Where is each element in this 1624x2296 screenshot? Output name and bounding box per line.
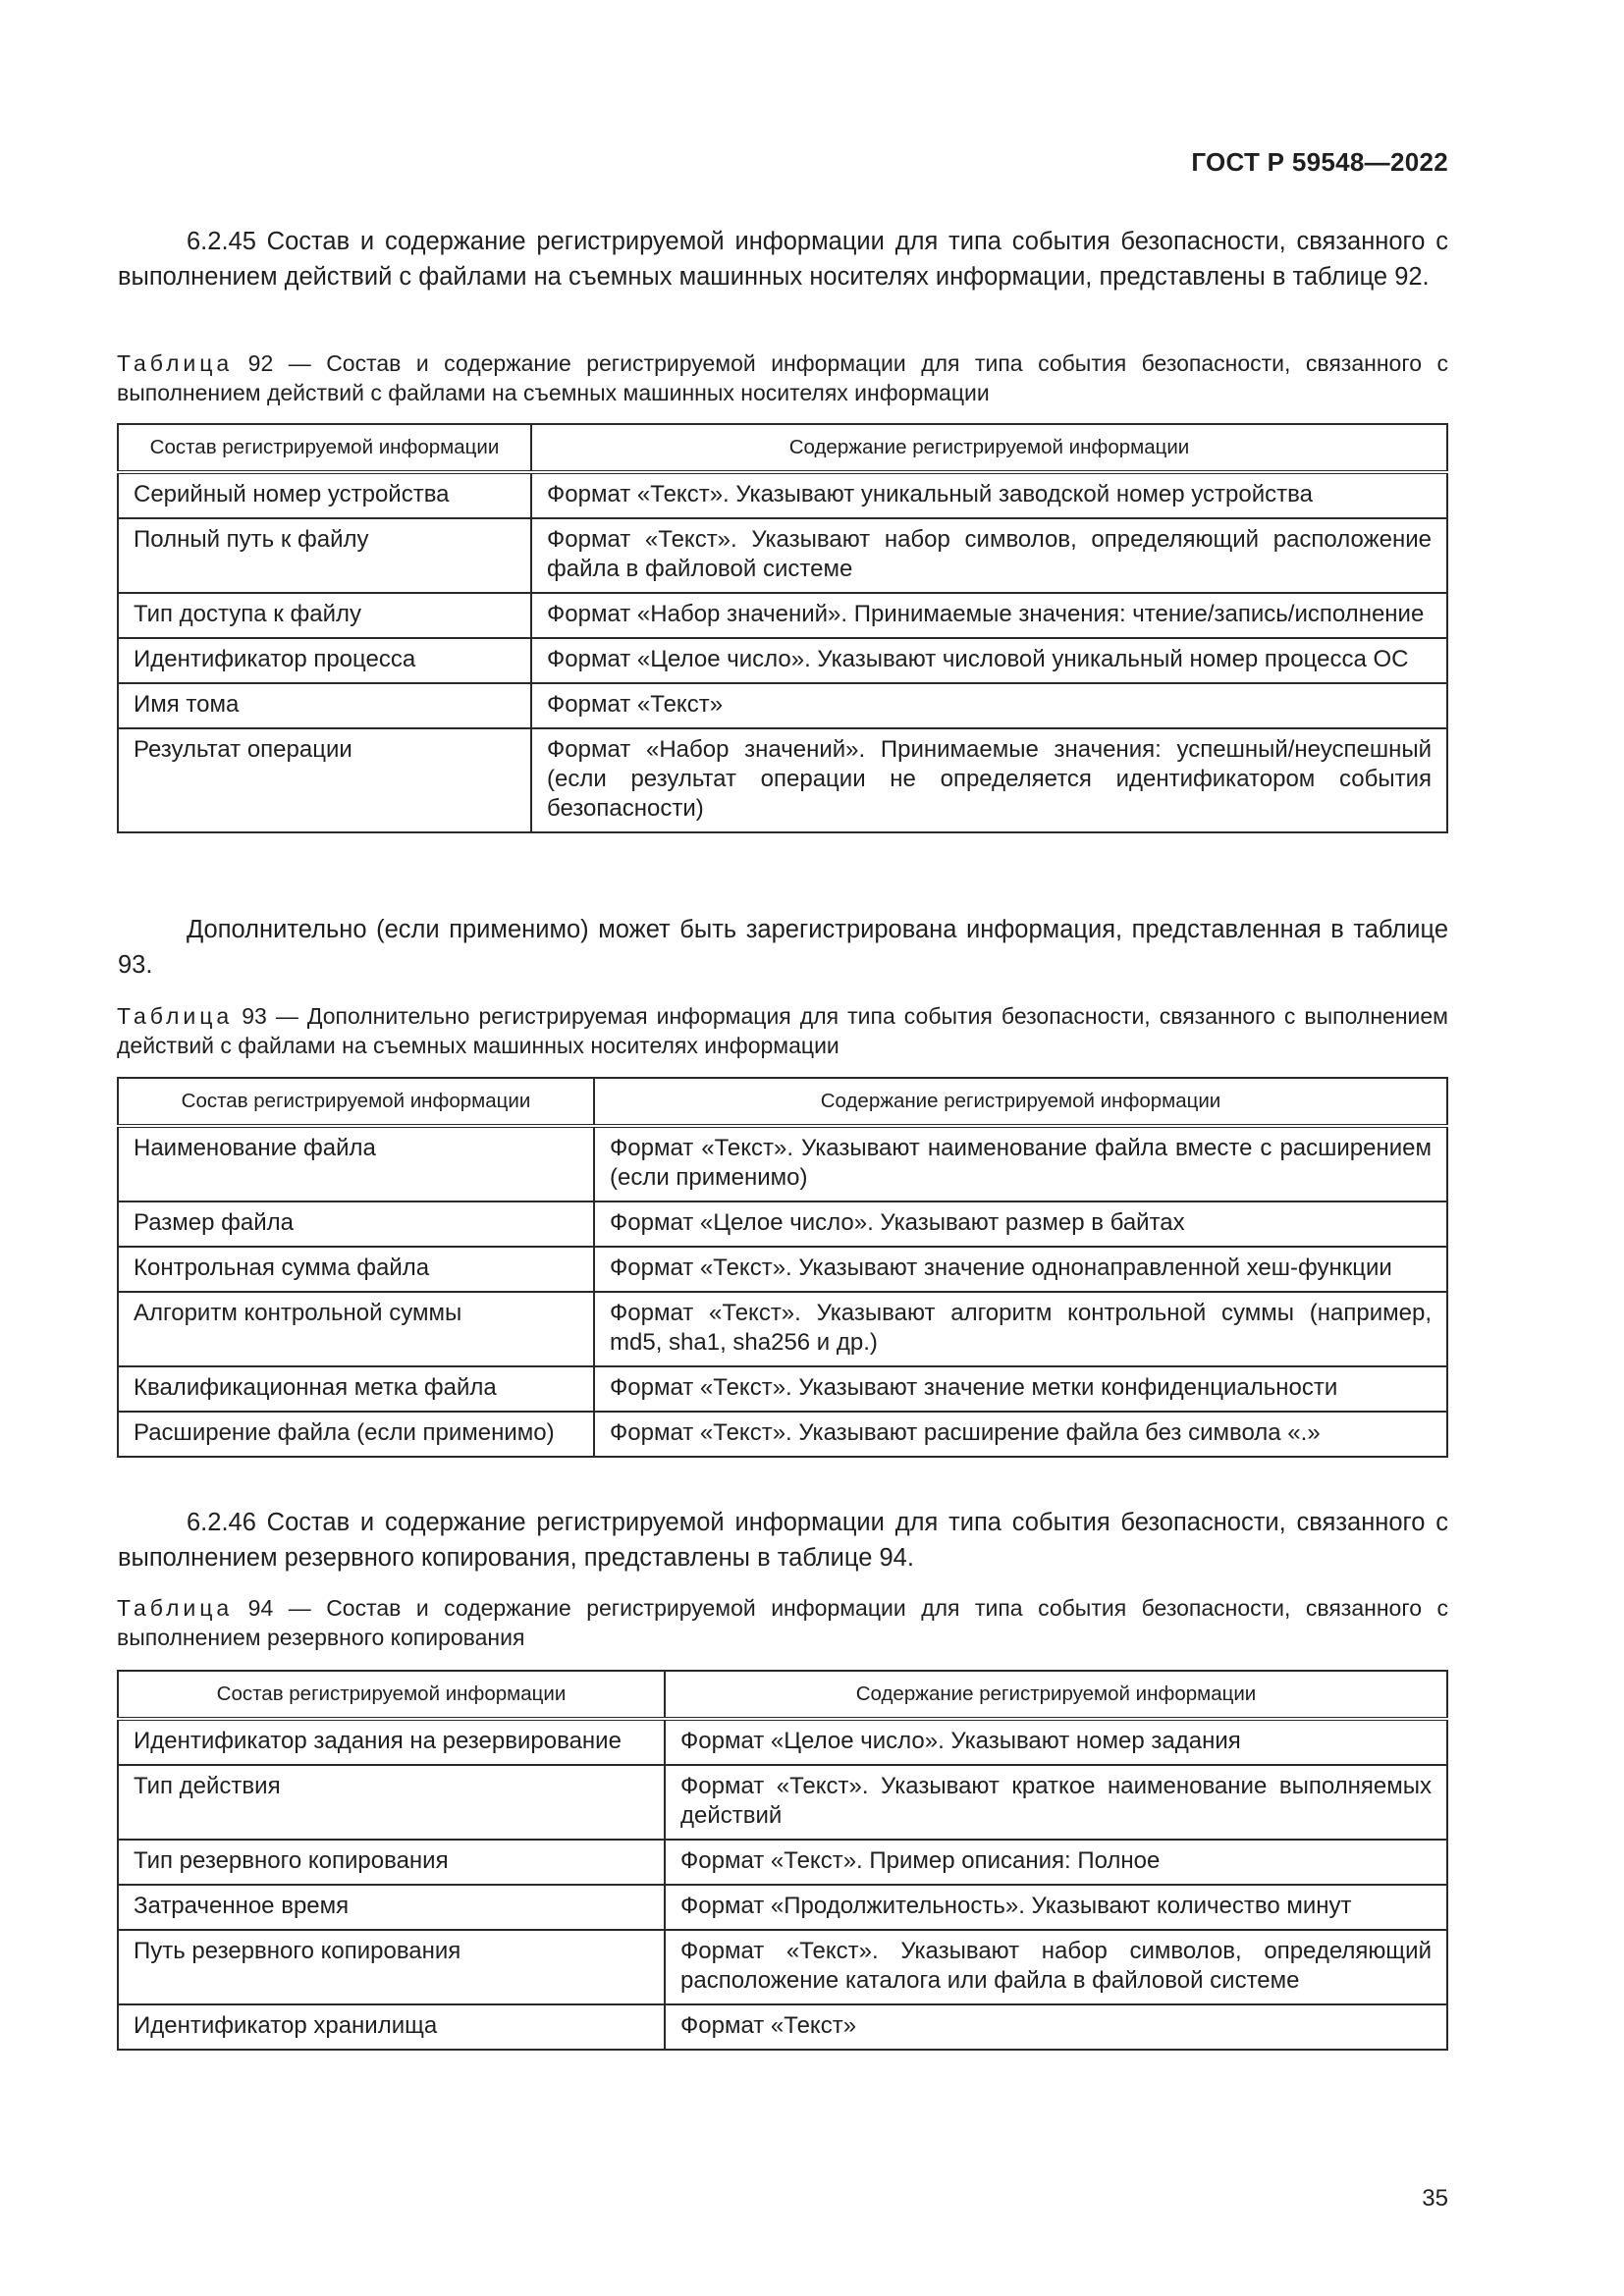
table-row (118, 1201, 1447, 1247)
column-header-content: Содержание регистрируемой информации (594, 1078, 1447, 1126)
document-standard-id: ГОСТ Р 59548—2022 (1191, 147, 1448, 177)
table-93-caption (117, 1001, 1448, 1060)
row-description: Формат «Текст». Указывают набор символов, определяющий расположение файла в файловой системе (531, 518, 1447, 593)
page-number: 35 (1422, 2185, 1448, 2212)
row-description: Формат «Набор значений». Принимаемые значения: успешный/неуспешный (если результат операции не определяется идентификатором события безопасности) (531, 728, 1447, 832)
row-label: Тип резервного копирования (118, 1840, 665, 1885)
table-92 (117, 423, 1448, 833)
table-94 (117, 1670, 1448, 2051)
table-row (118, 1930, 1447, 2004)
row-label: Тип доступа к файлу (118, 593, 531, 638)
table-94-caption (117, 1593, 1448, 1652)
row-description: Формат «Целое число». Указывают числовой уникальный номер процесса ОС (531, 638, 1447, 683)
row-description: Формат «Текст» (665, 2004, 1447, 2050)
row-label: Квалификационная метка файла (118, 1366, 594, 1412)
row-label: Полный путь к файлу (118, 518, 531, 593)
row-description: Формат «Целое число». Указывают номер задания (665, 1719, 1447, 1765)
table-caption-text: 94 — Состав и содержание регистрируемой информации для типа события безопасности, связанного с выполнением резервного копирования (117, 1595, 1448, 1650)
row-description: Формат «Текст». Пример описания: Полное (665, 1840, 1447, 1885)
row-description: Формат «Текст». Указывают значение однонаправленной хеш-функции (594, 1247, 1447, 1292)
row-label: Контрольная сумма файла (118, 1247, 594, 1292)
row-label: Серийный номер устройства (118, 472, 531, 518)
table-row (118, 1126, 1447, 1201)
table-header-row (118, 424, 1447, 472)
table-row (118, 1765, 1447, 1840)
table-row (118, 1719, 1447, 1765)
table-row (118, 683, 1447, 728)
table-row (118, 1840, 1447, 1885)
table-row (118, 1247, 1447, 1292)
row-description: Формат «Текст». Указывают расширение файла без символа «.» (594, 1412, 1447, 1457)
column-header-composition: Состав регистрируемой информации (118, 1671, 665, 1719)
table-92-caption (117, 348, 1448, 407)
row-label: Идентификатор процесса (118, 638, 531, 683)
row-label: Размер файла (118, 1201, 594, 1247)
table-row (118, 2004, 1447, 2050)
column-header-content: Содержание регистрируемой информации (531, 424, 1447, 472)
row-description: Формат «Текст». Указывают набор символов, определяющий расположение каталога или файла в файловой системе (665, 1930, 1447, 2004)
table-row (118, 638, 1447, 683)
table-row (118, 593, 1447, 638)
table-row (118, 518, 1447, 593)
row-label: Расширение файла (если применимо) (118, 1412, 594, 1457)
table-caption-text: 92 — Состав и содержание регистрируемой информации для типа события безопасности, связанного с выполнением действий с файлами на съемных машинных носителях информации (117, 350, 1448, 405)
row-label: Результат операции (118, 728, 531, 832)
table-header-row (118, 1078, 1447, 1126)
table-caption-word: Таблица (117, 350, 234, 376)
table-93 (117, 1077, 1448, 1458)
table-row (118, 1292, 1447, 1366)
table-header-row (118, 1671, 1447, 1719)
section-6-2-46-paragraph: 6.2.46 Состав и содержание регистрируемой информации для типа события безопасности, связанного с выполнением резервного копирования, представлены в таблице 94. (118, 1509, 1448, 1572)
table-row (118, 1885, 1447, 1930)
additional-info-paragraph: Дополнительно (если применимо) может быть зарегистрирована информация, представленная в таблице 93. (118, 916, 1448, 979)
table-row (118, 728, 1447, 832)
column-header-composition: Состав регистрируемой информации (118, 1078, 594, 1126)
row-description: Формат «Текст». Указывают алгоритм контрольной суммы (например, md5, sha1, sha256 и др.) (594, 1292, 1447, 1366)
row-label: Идентификатор хранилища (118, 2004, 665, 2050)
row-label: Затраченное время (118, 1885, 665, 1930)
section-6-2-45-paragraph: 6.2.45 Состав и содержание регистрируемой информации для типа события безопасности, связанного с выполнением действий с файлами на съемных машинных носителях информации, представлены в таблице 92. (118, 228, 1448, 291)
row-description: Формат «Целое число». Указывают размер в байтах (594, 1201, 1447, 1247)
row-description: Формат «Текст». Указывают уникальный заводской номер устройства (531, 472, 1447, 518)
table-row (118, 472, 1447, 518)
table-caption-word: Таблица (117, 1595, 234, 1621)
row-description: Формат «Текст» (531, 683, 1447, 728)
table-row (118, 1366, 1447, 1412)
row-description: Формат «Набор значений». Принимаемые значения: чтение/запись/исполнение (531, 593, 1447, 638)
column-header-composition: Состав регистрируемой информации (118, 424, 531, 472)
column-header-content: Содержание регистрируемой информации (665, 1671, 1447, 1719)
row-description: Формат «Текст». Указывают наименование файла вместе с расширением (если применимо) (594, 1126, 1447, 1201)
row-label: Имя тома (118, 683, 531, 728)
table-caption-word: Таблица (117, 1003, 234, 1029)
row-label: Тип действия (118, 1765, 665, 1840)
row-description: Формат «Текст». Указывают значение метки конфиденциальности (594, 1366, 1447, 1412)
row-label: Идентификатор задания на резервирование (118, 1719, 665, 1765)
row-label: Алгоритм контрольной суммы (118, 1292, 594, 1366)
row-label: Наименование файла (118, 1126, 594, 1201)
table-caption-text: 93 — Дополнительно регистрируемая информация для типа события безопасности, связанного с выполнением действий с файлами на съемных машинных носителях информации (117, 1003, 1448, 1058)
row-label: Путь резервного копирования (118, 1930, 665, 2004)
row-description: Формат «Текст». Указывают краткое наименование выполняемых действий (665, 1765, 1447, 1840)
row-description: Формат «Продолжительность». Указывают количество минут (665, 1885, 1447, 1930)
table-row (118, 1412, 1447, 1457)
